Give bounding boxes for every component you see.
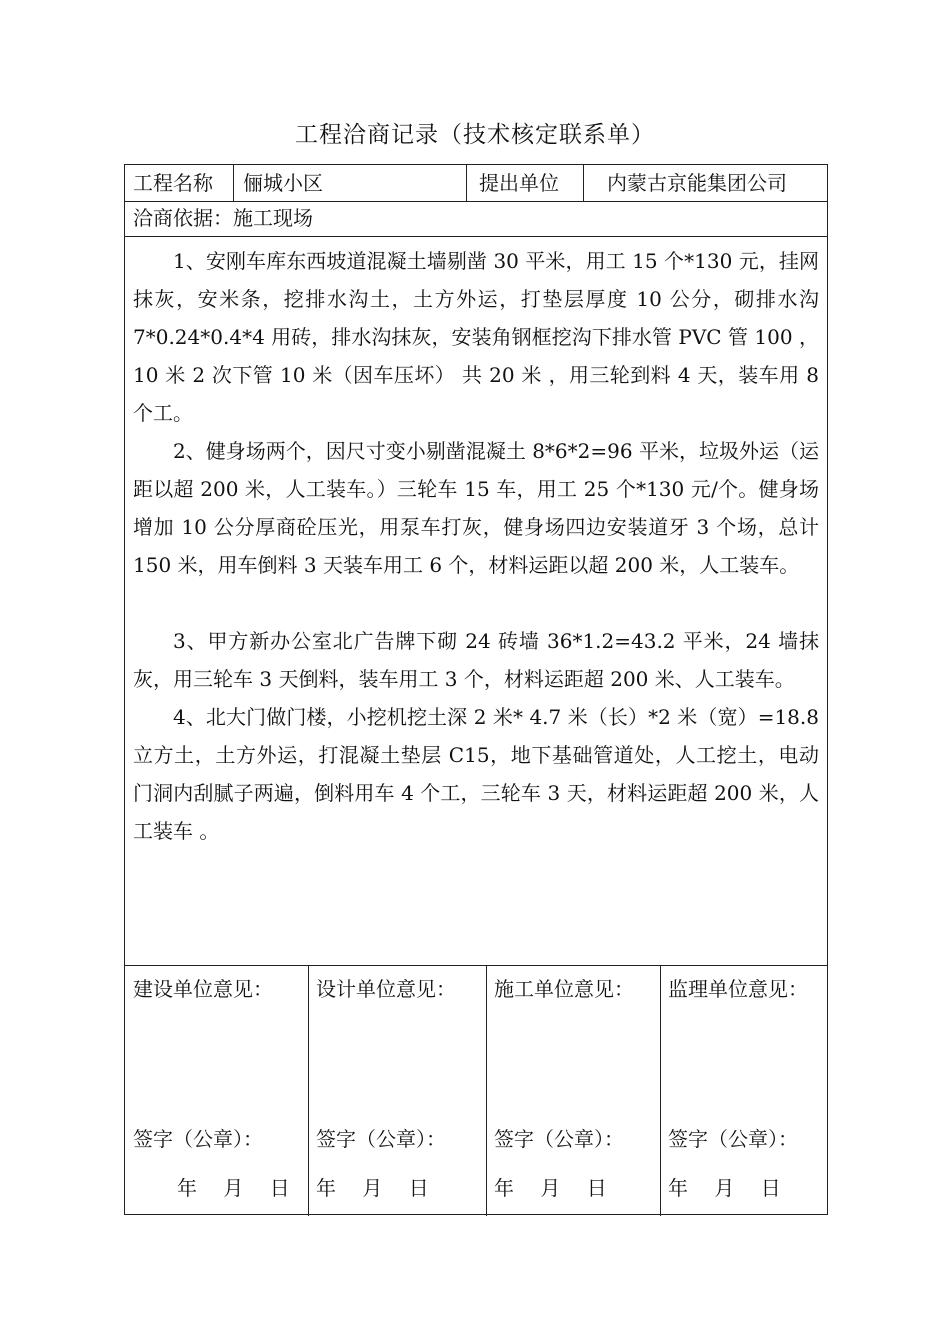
content-paragraph-4: 4、北大门做门楼，小挖机挖土深 2 米* 4.7 米（长）*2 米（宽）=18.8 立方土，土方外运，打混凝土垫层 C15，地下基础管道处，人工挖土，电动门洞内刮腻子两遍，倒料用车 4 个工，三轮车 3 天，材料运距超 200 米，人工装车 。 <box>133 705 819 843</box>
document-title: 工程洽商记录（技术核定联系单） <box>295 122 655 148</box>
project-name-value: 俪城小区 <box>243 171 323 195</box>
signature-label: 签字（公章）： <box>668 1127 798 1151</box>
content-section <box>125 236 827 966</box>
consultation-form-table <box>124 164 828 1215</box>
project-name-label: 工程名称 <box>133 171 213 195</box>
date-label: 年 月 日 <box>316 1176 429 1200</box>
signature-col-design <box>308 965 486 1216</box>
signature-label: 签字（公章）： <box>316 1127 446 1151</box>
signature-section <box>125 965 827 1216</box>
signature-label: 签字（公章）： <box>494 1127 624 1151</box>
basis-row <box>125 201 827 237</box>
proposer-value: 内蒙古京能集团公司 <box>607 171 787 195</box>
divider <box>466 165 467 201</box>
opinion-label: 建设单位意见： <box>133 977 273 1001</box>
date-label: 年 月 日 <box>494 1176 607 1200</box>
basis-text: 洽商依据：施工现场 <box>133 206 313 230</box>
signature-col-construction <box>125 965 308 1216</box>
proposer-label: 提出单位 <box>479 171 559 195</box>
content-paragraph-1: 1、安刚车库东西坡道混凝土墙剔凿 30 平米，用工 15 个*130 元，挂网抹灰，安米条，挖排水沟土，土方外运，打垫层厚度 10 公分，砌排水沟 7*0.24*0.4*4 用砖，排水沟抹灰，安装角钢框挖沟下排水管 PVC 管 100 ，10 米 2 次下管 10 米（因车压坏） 共 20 米 ，用三轮到料 4 天，装车用 8 个工。 <box>133 249 819 425</box>
signature-label: 签字（公章）： <box>133 1127 263 1151</box>
divider <box>233 165 234 201</box>
signature-col-contractor <box>486 965 660 1216</box>
signature-col-supervision <box>660 965 827 1216</box>
header-row <box>125 165 827 202</box>
content-paragraph-2: 2、健身场两个，因尺寸变小剔凿混凝土 8*6*2=96 平米，垃圾外运（运距以超 200 米，人工装车。）三轮车 15 车，用工 25 个*130 元/个。健身场增加 10 公分厚商砼压光，用泵车打灰，健身场四边安装道牙 3 个场，总计 150 米，用车倒料 3 天装车用工 6 个，材料运距以超 200 米，人工装车。 <box>133 439 819 577</box>
opinion-label: 设计单位意见： <box>316 977 456 1001</box>
opinion-label: 施工单位意见： <box>494 977 634 1001</box>
date-label: 年 月 日 <box>668 1176 781 1200</box>
content-paragraph-3: 3、甲方新办公室北广告牌下砌 24 砖墙 36*1.2=43.2 平米，24 墙抹灰，用三轮车 3 天倒料，装车用工 3 个，材料运距超 200 米、人工装车。 <box>133 629 819 691</box>
divider <box>583 165 584 201</box>
opinion-label: 监理单位意见： <box>668 977 808 1001</box>
date-label: 年 月 日 <box>177 1176 290 1200</box>
